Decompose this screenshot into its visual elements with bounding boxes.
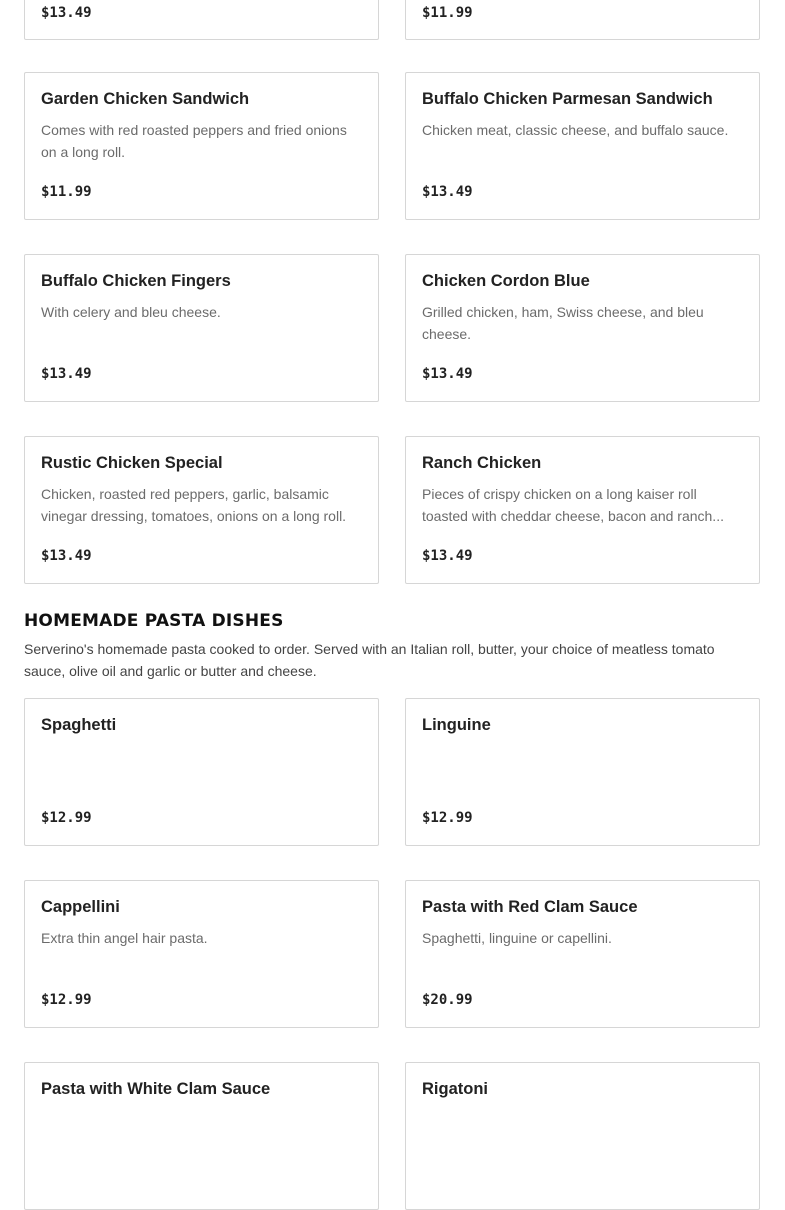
item-description: Comes with red roasted peppers and fried onions on a long roll. <box>41 122 347 160</box>
item-price: $13.49 <box>422 184 473 200</box>
section-description: Serverino's homemade pasta cooked to order. Served with an Italian roll, butter, your choice of meatless tomato sauce, olive oil and garlic or butter and cheese. <box>24 641 715 679</box>
item-description: Chicken, roasted red peppers, garlic, balsamic vinegar dressing, tomatoes, onions on a long roll. <box>41 486 347 524</box>
item-name: Pasta with White Clam Sauce <box>41 1080 271 1098</box>
item-description: Extra thin angel hair pasta. <box>41 930 208 946</box>
item-price: $11.99 <box>41 184 92 200</box>
menu-item-card[interactable] <box>405 0 760 40</box>
item-price: $12.99 <box>41 810 92 826</box>
item-name: Linguine <box>422 716 491 734</box>
item-price: $11.99 <box>422 5 473 21</box>
menu-item-card[interactable] <box>24 1062 379 1210</box>
item-name: Cappellini <box>41 898 120 916</box>
item-price: $12.99 <box>422 810 473 826</box>
item-name: Rustic Chicken Special <box>41 454 223 472</box>
item-name: Rigatoni <box>422 1080 488 1098</box>
item-name: Buffalo Chicken Fingers <box>41 272 231 290</box>
item-price: $13.49 <box>41 5 92 21</box>
menu-item-card[interactable] <box>24 254 379 402</box>
item-price: $13.49 <box>422 548 473 564</box>
item-price: $13.49 <box>422 366 473 382</box>
item-description: Grilled chicken, ham, Swiss cheese, and bleu cheese. <box>422 304 704 342</box>
menu-item-card[interactable] <box>405 698 760 846</box>
item-name: Buffalo Chicken Parmesan Sandwich <box>422 90 713 108</box>
menu-item-card[interactable] <box>24 72 379 220</box>
item-price: $12.99 <box>41 992 92 1008</box>
item-description: Chicken meat, classic cheese, and buffalo sauce. <box>422 122 729 138</box>
item-price: $13.49 <box>41 366 92 382</box>
menu-item-card[interactable] <box>24 880 379 1028</box>
menu-item-card[interactable] <box>24 698 379 846</box>
item-description: Pieces of crispy chicken on a long kaiser roll toasted with cheddar cheese, bacon and ranch... <box>422 486 724 524</box>
item-name: Garden Chicken Sandwich <box>41 90 250 108</box>
item-name: Pasta with Red Clam Sauce <box>422 898 638 916</box>
menu-item-card[interactable] <box>405 880 760 1028</box>
item-price: $20.99 <box>422 992 473 1008</box>
menu-item-card[interactable] <box>405 72 760 220</box>
item-price: $13.49 <box>41 548 92 564</box>
menu-item-card[interactable] <box>405 254 760 402</box>
item-description: With celery and bleu cheese. <box>41 304 221 320</box>
item-name: Ranch Chicken <box>422 454 542 472</box>
item-description: Spaghetti, linguine or capellini. <box>422 930 612 946</box>
menu-item-card[interactable] <box>24 436 379 584</box>
item-name: Chicken Cordon Blue <box>422 272 590 290</box>
menu-item-card[interactable] <box>405 1062 760 1210</box>
item-name: Spaghetti <box>41 716 117 734</box>
menu-item-card[interactable] <box>24 0 379 40</box>
menu-item-card[interactable] <box>405 436 760 584</box>
section-title: HOMEMADE PASTA DISHES <box>24 611 284 631</box>
